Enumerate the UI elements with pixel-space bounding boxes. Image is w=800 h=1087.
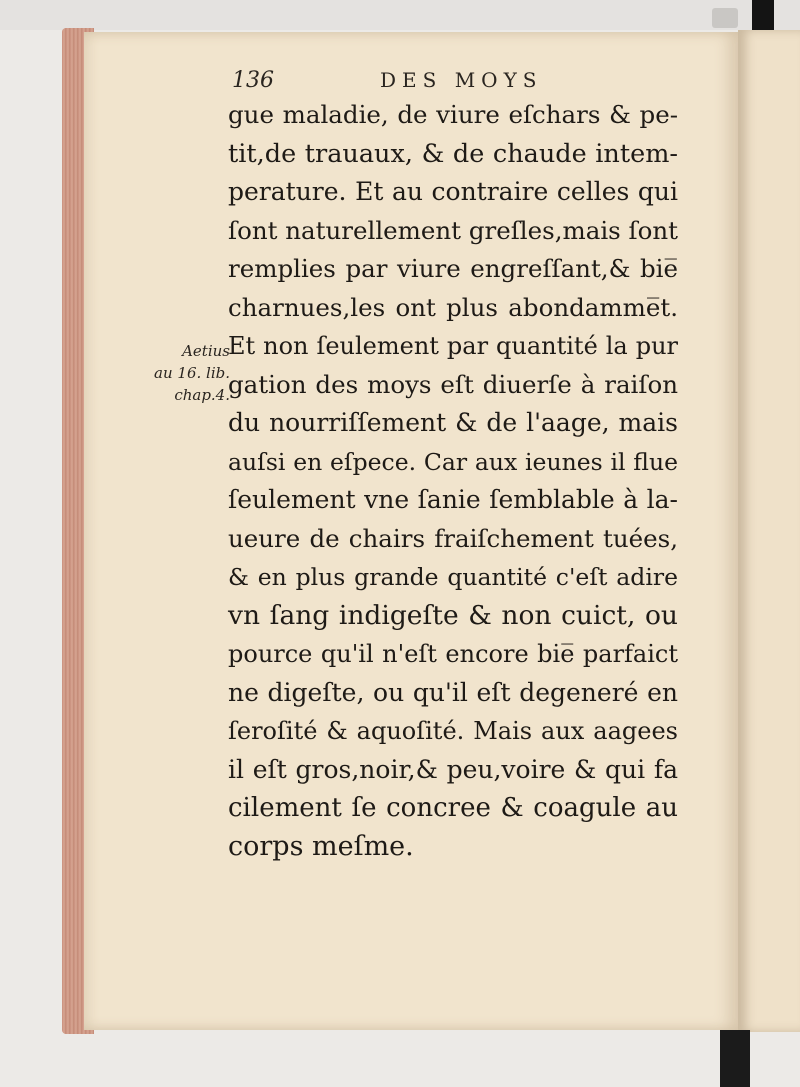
text-line: vn ſang indigeſte & non cuict, ou	[228, 599, 678, 631]
spine-shadow	[720, 1030, 750, 1087]
text-line: ſont naturellement greſles,mais ſont	[228, 215, 678, 245]
text-line: gation des moys eſt diuerſe à raiſon	[228, 369, 678, 399]
text-line: ne digeſte, ou qu'il eſt degeneré en	[228, 677, 678, 707]
text-line: auſsi en eſpece. Car aux ieunes il flue	[228, 447, 678, 476]
text-line: cilement ſe concree & coagule au	[228, 793, 678, 823]
text-line: Et non ſeulement par quantité la pur	[228, 332, 678, 360]
dark-bar	[752, 0, 774, 30]
text-line: gue maladie, de viure eſchars & pe-	[228, 100, 678, 129]
text-line: il eſt gros,noir,& peu,voire & qui fa	[228, 754, 678, 784]
marginal-note-line: Aetius	[182, 342, 230, 360]
text-line: corps meſme.	[228, 830, 414, 862]
page-number: 136	[232, 68, 274, 93]
body-text	[228, 96, 678, 866]
text-line: ueure de chairs fraiſchement tuées,	[228, 523, 678, 553]
text-line: perature. Et au contraire celles qui	[228, 177, 678, 206]
text-line: pource qu'il n'eſt encore bie̅ parfaict	[228, 640, 678, 668]
running-head: DES MOYS	[380, 68, 543, 92]
text-line: ſeroſité & aquoſité. Mais aux aagees	[228, 717, 678, 745]
book-clip	[712, 8, 738, 28]
marginal-note-line: au 16. lib.	[154, 364, 230, 382]
marginal-note-line: chap.4.	[174, 386, 230, 404]
text-line: & en plus grande quantité c'eſt adire	[228, 563, 678, 591]
text-line: ſeulement vne ſanie ſemblable à la-	[228, 485, 678, 514]
text-line: remplies par viure engreſſant,& bie̅	[228, 254, 678, 283]
text-line: charnues,les ont plus abondamme̅t.	[228, 292, 678, 322]
text-line: tit,de trauaux, & de chaude intem-	[228, 138, 678, 169]
background-strip	[0, 0, 800, 30]
facing-page	[738, 30, 800, 1032]
marginal-note	[140, 340, 230, 406]
text-line: du nourriſſement & de l'aage, mais	[228, 408, 678, 437]
